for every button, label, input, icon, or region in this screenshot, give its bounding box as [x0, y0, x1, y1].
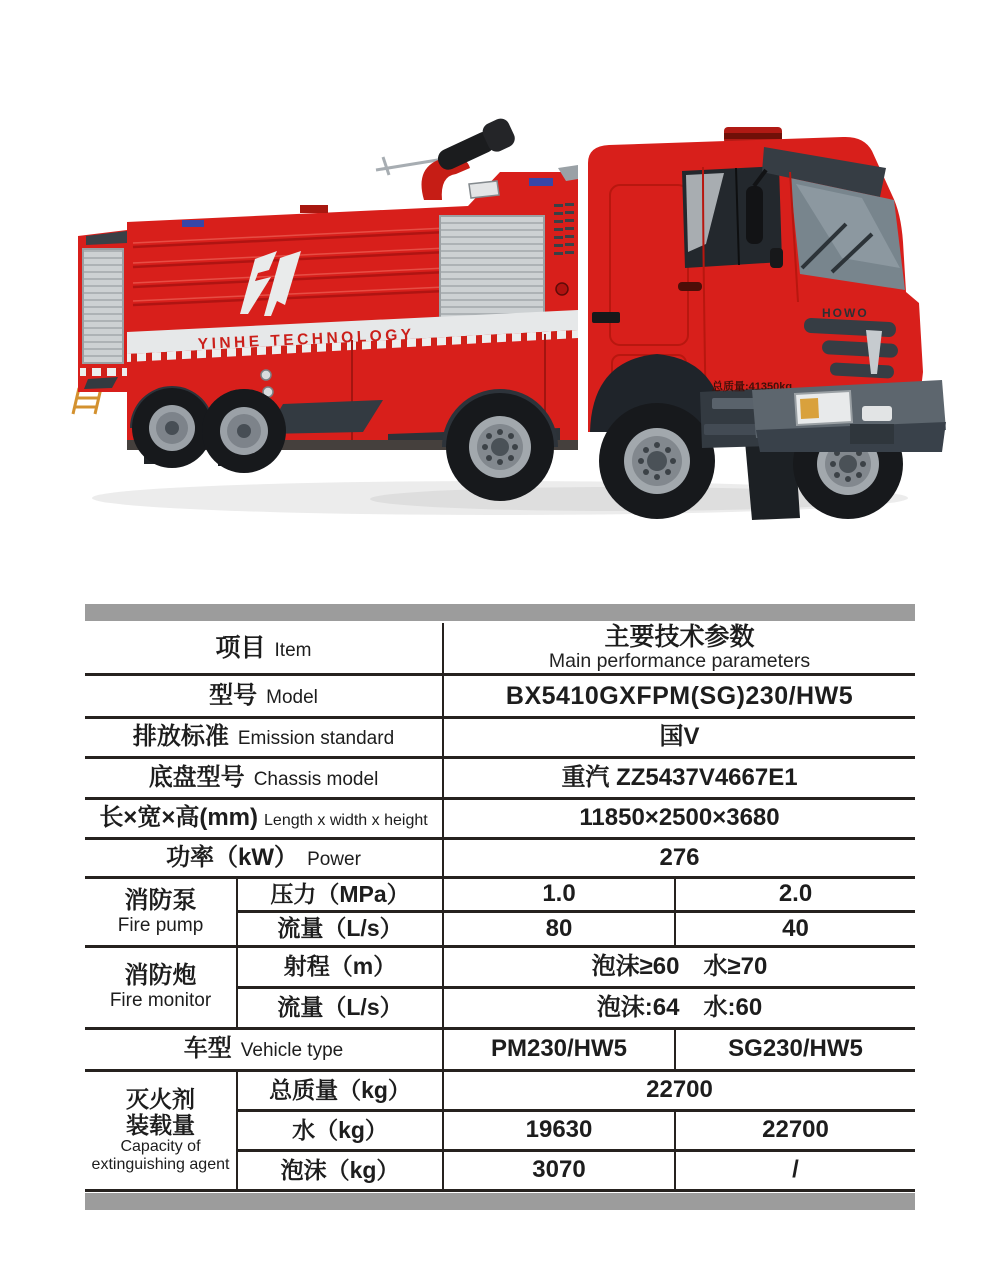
pump-pressure-v2-cell: 2.0 — [675, 878, 915, 912]
table-row — [85, 1029, 915, 1071]
dimensions-label-cell: 长×宽×高(mm) Length x width x height — [85, 799, 443, 839]
door-handle — [678, 282, 702, 291]
blue-strobe-front — [529, 178, 553, 186]
table-row — [85, 1071, 915, 1111]
monitor-flow-value-cell: 泡沫:64 水:60 — [443, 988, 915, 1029]
pump-flow-v1-cell: 80 — [443, 912, 675, 947]
header-params-en: Main performance parameters — [548, 650, 811, 673]
spec-table — [85, 623, 915, 1192]
fire-truck-illustration — [0, 0, 998, 600]
table-row — [85, 675, 915, 718]
truck-photo — [0, 0, 998, 600]
model-label-cell: 型号 Model — [85, 675, 443, 718]
front-bumper — [752, 380, 946, 452]
header-item-en: Item — [274, 640, 312, 661]
fire-pump-group-cell: 消防泵 Fire pump — [85, 878, 237, 947]
chassis-label-cell: 底盘型号 Chassis model — [85, 758, 443, 799]
monitor-range-label-cell: 射程（m） — [237, 947, 443, 988]
cab-weight-marking: 总质量:41350kg — [712, 381, 793, 393]
table-row — [85, 839, 915, 878]
agent-total-value-cell: 22700 — [443, 1071, 915, 1111]
emission-label-cell: 排放标准 Emission standard — [85, 718, 443, 758]
cab-badge-text: HOWO — [822, 306, 869, 320]
agent-water-v1-cell: 19630 — [443, 1111, 675, 1151]
table-row — [85, 718, 915, 758]
table-row — [85, 799, 915, 839]
table-row — [85, 878, 915, 912]
roller-shutter-door — [440, 216, 544, 328]
side-mirror — [746, 186, 763, 244]
header-params-cell — [443, 623, 915, 675]
agent-foam-v1-cell: 3070 — [443, 1151, 675, 1191]
agent-foam-v2-cell: / — [675, 1151, 915, 1191]
vehicle-type-v1-cell: PM230/HW5 — [443, 1029, 675, 1071]
header-item-zh: 项目 — [215, 634, 266, 662]
table-row — [85, 758, 915, 799]
rear-compartment — [78, 230, 127, 392]
power-value-cell: 276 — [443, 839, 915, 878]
dimensions-value-cell: 11850×2500×3680 — [443, 799, 915, 839]
table-row — [85, 623, 915, 675]
table-row — [85, 947, 915, 988]
header-params-zh: 主要技术参数 — [604, 623, 755, 652]
fire-monitor-group-cell: 消防炮 Fire monitor — [85, 947, 237, 1029]
stripe-brand-text: YINHE TECHNOLOGY — [197, 326, 416, 353]
pump-pressure-label-cell: 压力（MPa） — [237, 878, 443, 912]
spec-sheet — [85, 604, 915, 1210]
monitor-flow-label-cell: 流量（L/s） — [237, 988, 443, 1029]
agent-total-label-cell: 总质量（kg） — [237, 1071, 443, 1111]
model-value-cell: BX5410GXFPM(SG)230/HW5 — [443, 675, 915, 718]
header-item-cell — [85, 623, 443, 675]
agent-water-v2-cell: 22700 — [675, 1111, 915, 1151]
emission-value-cell: 国V — [443, 718, 915, 758]
monitor-range-value-cell: 泡沫≥60 水≥70 — [443, 947, 915, 988]
pump-flow-v2-cell: 40 — [675, 912, 915, 947]
agent-capacity-group-cell: 灭火剂 装载量 Capacity of extinguishing agent — [85, 1071, 237, 1191]
agent-water-label-cell: 水（kg） — [237, 1111, 443, 1151]
accent-bar-bottom — [85, 1193, 915, 1210]
blue-strobe-rear — [182, 220, 204, 227]
vehicle-type-label-cell: 车型 Vehicle type — [85, 1029, 443, 1071]
accent-bar-top — [85, 604, 915, 621]
pump-flow-label-cell: 流量（L/s） — [237, 912, 443, 947]
pump-pressure-v1-cell: 1.0 — [443, 878, 675, 912]
fog-light — [862, 406, 892, 421]
agent-foam-label-cell: 泡沫（kg） — [237, 1151, 443, 1191]
bumper-step — [850, 424, 894, 444]
vehicle-type-v2-cell: SG230/HW5 — [675, 1029, 915, 1071]
chassis-value-cell: 重汽 ZZ5437V4667E1 — [443, 758, 915, 799]
power-label-cell: 功率（kW） Power — [85, 839, 443, 878]
work-lamp — [469, 181, 499, 198]
